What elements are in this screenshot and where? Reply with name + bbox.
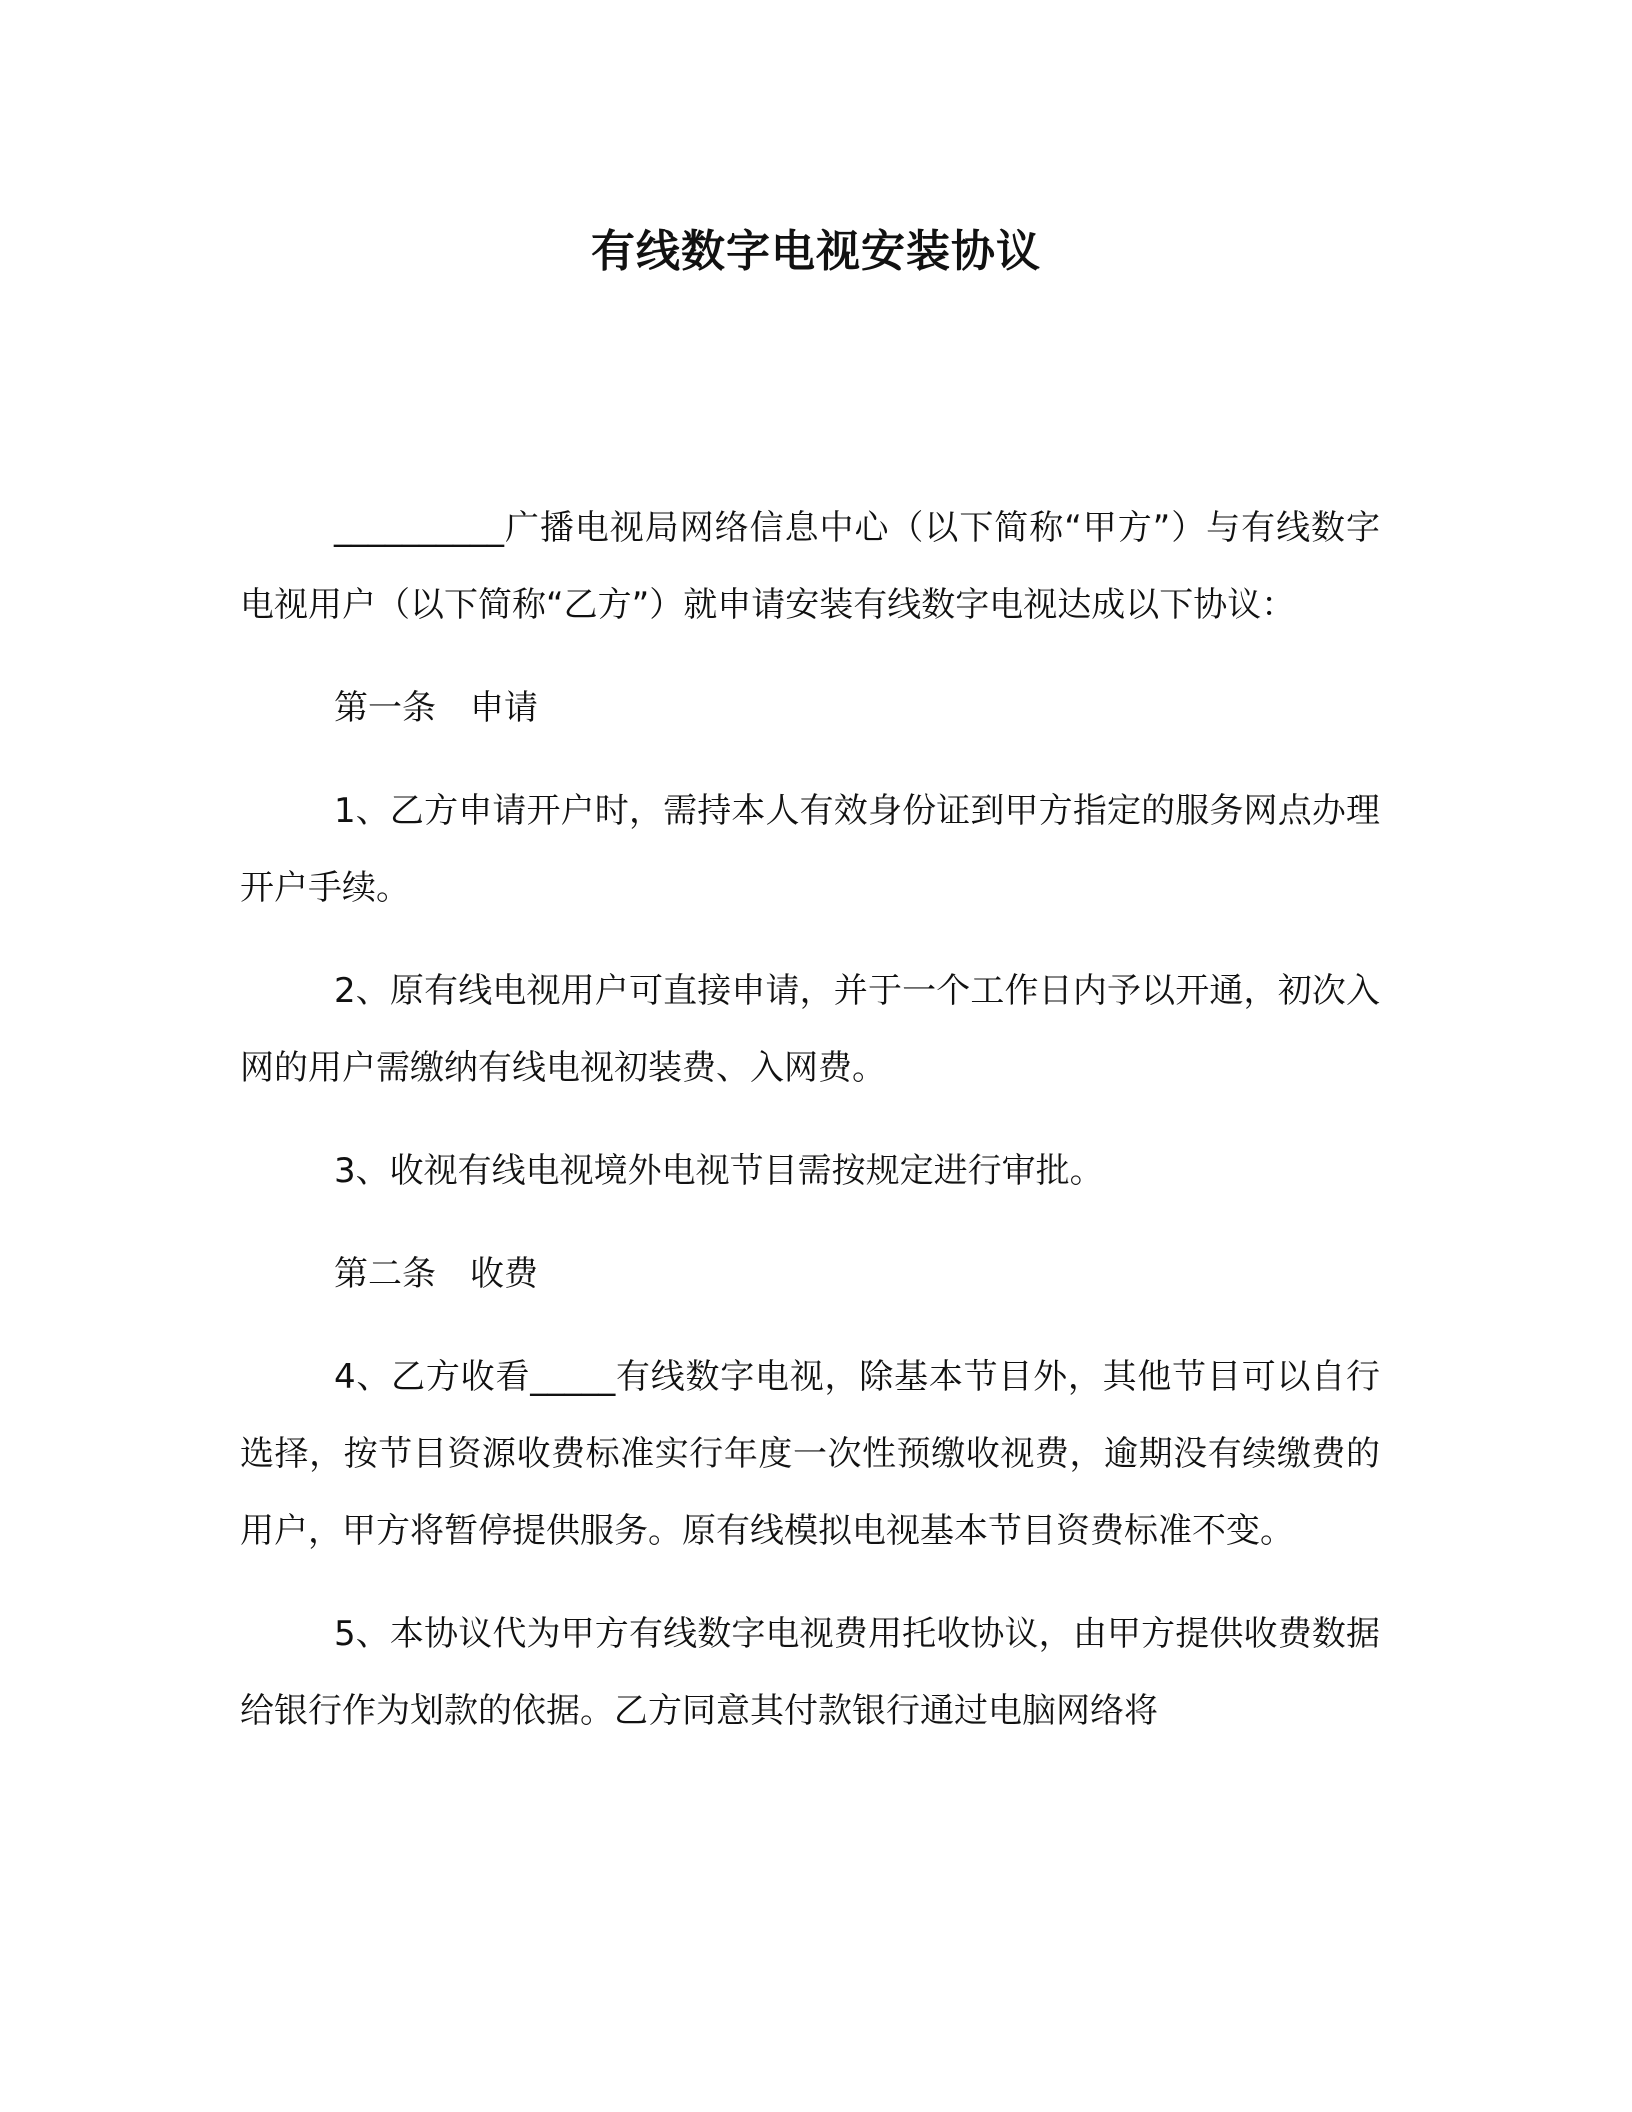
clause-3: 3、收视有线电视境外电视节目需按规定进行审批。 (334, 1151, 1104, 1191)
clause-5: 5、本协议代为甲方有线数字电视费用托收协议，由甲方提供收费数据给银行作为划款的依据。乙方同意其付款银行通过电脑网络将 (240, 1614, 1380, 1731)
article-2-heading: 第二条 收费 (334, 1254, 538, 1294)
document-body (240, 490, 1380, 1776)
clause-1: 1、乙方申请开户时，需持本人有效身份证到甲方指定的服务网点办理开户手续。 (240, 791, 1380, 908)
document-title: 有线数字电视安装协议 (591, 226, 1041, 277)
article-1-heading: 第一条 申请 (334, 688, 538, 728)
clause-2: 2、原有线电视用户可直接申请，并于一个工作日内予以开通，初次入网的用户需缴纳有线电视初装费、入网费。 (240, 971, 1380, 1088)
clause-4: 4、乙方收看_____有线数字电视，除基本节目外，其他节目可以自行选择，按节目资源收费标准实行年度一次性预缴收视费，逾期没有续缴费的用户，甲方将暂停提供服务。原有线模拟电视基本节目资费标准不变。 (240, 1357, 1380, 1551)
intro-paragraph: __________广播电视局网络信息中心（以下简称“甲方”）与有线数字电视用户（以下简称“乙方”）就申请安装有线数字电视达成以下协议： (240, 508, 1380, 625)
